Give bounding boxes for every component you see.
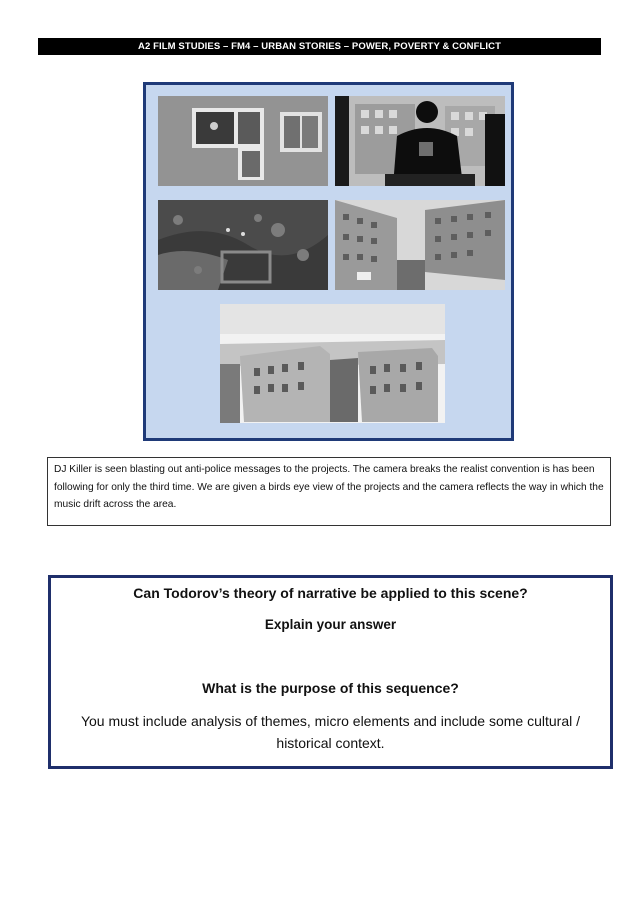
question-purpose-prompt: You must include analysis of themes, micro elements and include some cultural / historical context.: [80, 713, 581, 751]
still-apartment-blocks: [335, 200, 505, 290]
document-header: A2 FILM STUDIES – FM4 – URBAN STORIES – POWER, POVERTY & CONFLICT: [38, 38, 601, 55]
question-todorov: Can Todorov’s theory of narrative be applied to this scene?: [133, 585, 528, 601]
question-todorov-prompt: Explain your answer: [264, 617, 397, 632]
film-stills-collage: [143, 82, 514, 441]
still-aerial-courtyard: [158, 200, 328, 290]
still-rooftops-panorama: [220, 304, 445, 423]
questions-panel: [48, 575, 613, 769]
still-dj-silhouette: [335, 96, 505, 186]
still-window-wall: [158, 96, 328, 186]
scene-description: DJ Killer is seen blasting out anti-police messages to the projects. The camera breaks the realist convention is has been following for only the third time. We are given a birds eye view of the projects and the camera reflects the way in which the music drift across the area.: [47, 457, 611, 526]
question-purpose: What is the purpose of this sequence?: [202, 680, 459, 696]
